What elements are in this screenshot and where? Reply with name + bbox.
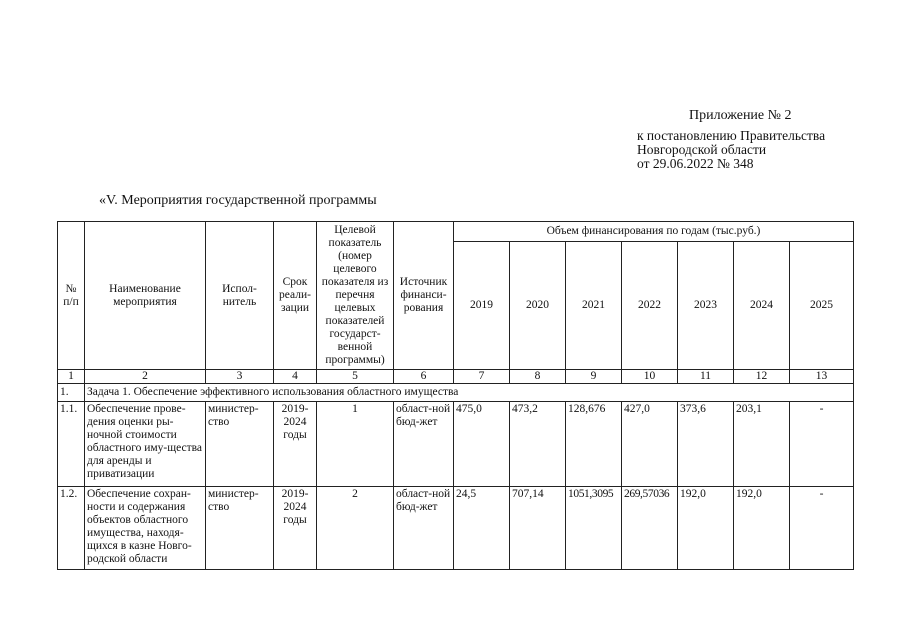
row-num: 1.1. [58, 402, 85, 487]
row-value: 473,2 [510, 402, 566, 487]
column-number: 4 [274, 370, 317, 384]
column-number: 5 [317, 370, 394, 384]
column-number-row [58, 370, 854, 384]
column-number: 11 [678, 370, 734, 384]
header-num: № п/п [58, 222, 85, 370]
column-number: 10 [622, 370, 678, 384]
row-indicator: 1 [317, 402, 394, 487]
header-executor: Испол-нитель [206, 222, 274, 370]
appendix-line: Новгородской области [637, 142, 767, 157]
row-value: 192,0 [734, 487, 790, 570]
row-name: Обеспечение прове-дения оценки ры-ночной стоимости областного иму-щества для аренды и приватизации [85, 402, 206, 487]
column-number: 9 [566, 370, 622, 384]
header-year: 2023 [678, 242, 734, 370]
row-value: 24,5 [454, 487, 510, 570]
column-number: 3 [206, 370, 274, 384]
row-term: 2019-2024 годы [274, 487, 317, 570]
row-executor: министер-ство [206, 402, 274, 487]
row-value: 203,1 [734, 402, 790, 487]
appendix-line: от 29.06.2022 № 348 [637, 156, 754, 171]
table-row [58, 402, 854, 487]
column-number: 8 [510, 370, 566, 384]
task-row [58, 384, 854, 402]
row-value: 269,57036 [622, 487, 678, 570]
appendix-header [637, 109, 825, 171]
table-row [58, 487, 854, 570]
header-year: 2021 [566, 242, 622, 370]
row-value: 192,0 [678, 487, 734, 570]
row-value: - [790, 487, 854, 570]
row-value: 128,676 [566, 402, 622, 487]
header-year: 2022 [622, 242, 678, 370]
row-value: 427,0 [622, 402, 678, 487]
section-title: «V. Мероприятия государственной программы [99, 193, 377, 208]
header-term: Срок реали-зации [274, 222, 317, 370]
row-term: 2019-2024 годы [274, 402, 317, 487]
header-indicator: Целевой показатель (номер целевого показателя из перечня целевых показателей государст-венной программы) [317, 222, 394, 370]
row-value: 373,6 [678, 402, 734, 487]
header-year: 2025 [790, 242, 854, 370]
appendix-line: к постановлению Правительства [637, 128, 826, 143]
row-source: област-ной бюд-жет [394, 487, 454, 570]
row-name: Обеспечение сохран-ности и содержания объектов областного имущества, находя-щихся в казне Новго-родской области [85, 487, 206, 570]
header-funding-group: Объем финансирования по годам (тыс.руб.) [454, 222, 854, 242]
header-name: Наименование мероприятия [85, 222, 206, 370]
header-year: 2019 [454, 242, 510, 370]
measures-table [57, 221, 854, 570]
task-num: 1. [58, 384, 85, 402]
appendix-number: Приложение № 2 [689, 108, 792, 123]
row-value: 707,14 [510, 487, 566, 570]
row-executor: министер-ство [206, 487, 274, 570]
column-number: 12 [734, 370, 790, 384]
row-source: област-ной бюд-жет [394, 402, 454, 487]
row-indicator: 2 [317, 487, 394, 570]
row-value: - [790, 402, 854, 487]
row-value: 1051,3095 [566, 487, 622, 570]
column-number: 13 [790, 370, 854, 384]
row-value: 475,0 [454, 402, 510, 487]
header-source: Источник финанси-рования [394, 222, 454, 370]
header-year: 2020 [510, 242, 566, 370]
column-number: 1 [58, 370, 85, 384]
column-number: 7 [454, 370, 510, 384]
row-num: 1.2. [58, 487, 85, 570]
task-text: Задача 1. Обеспечение эффективного использования областного имущества [85, 384, 854, 402]
column-number: 2 [85, 370, 206, 384]
column-number: 6 [394, 370, 454, 384]
header-year: 2024 [734, 242, 790, 370]
